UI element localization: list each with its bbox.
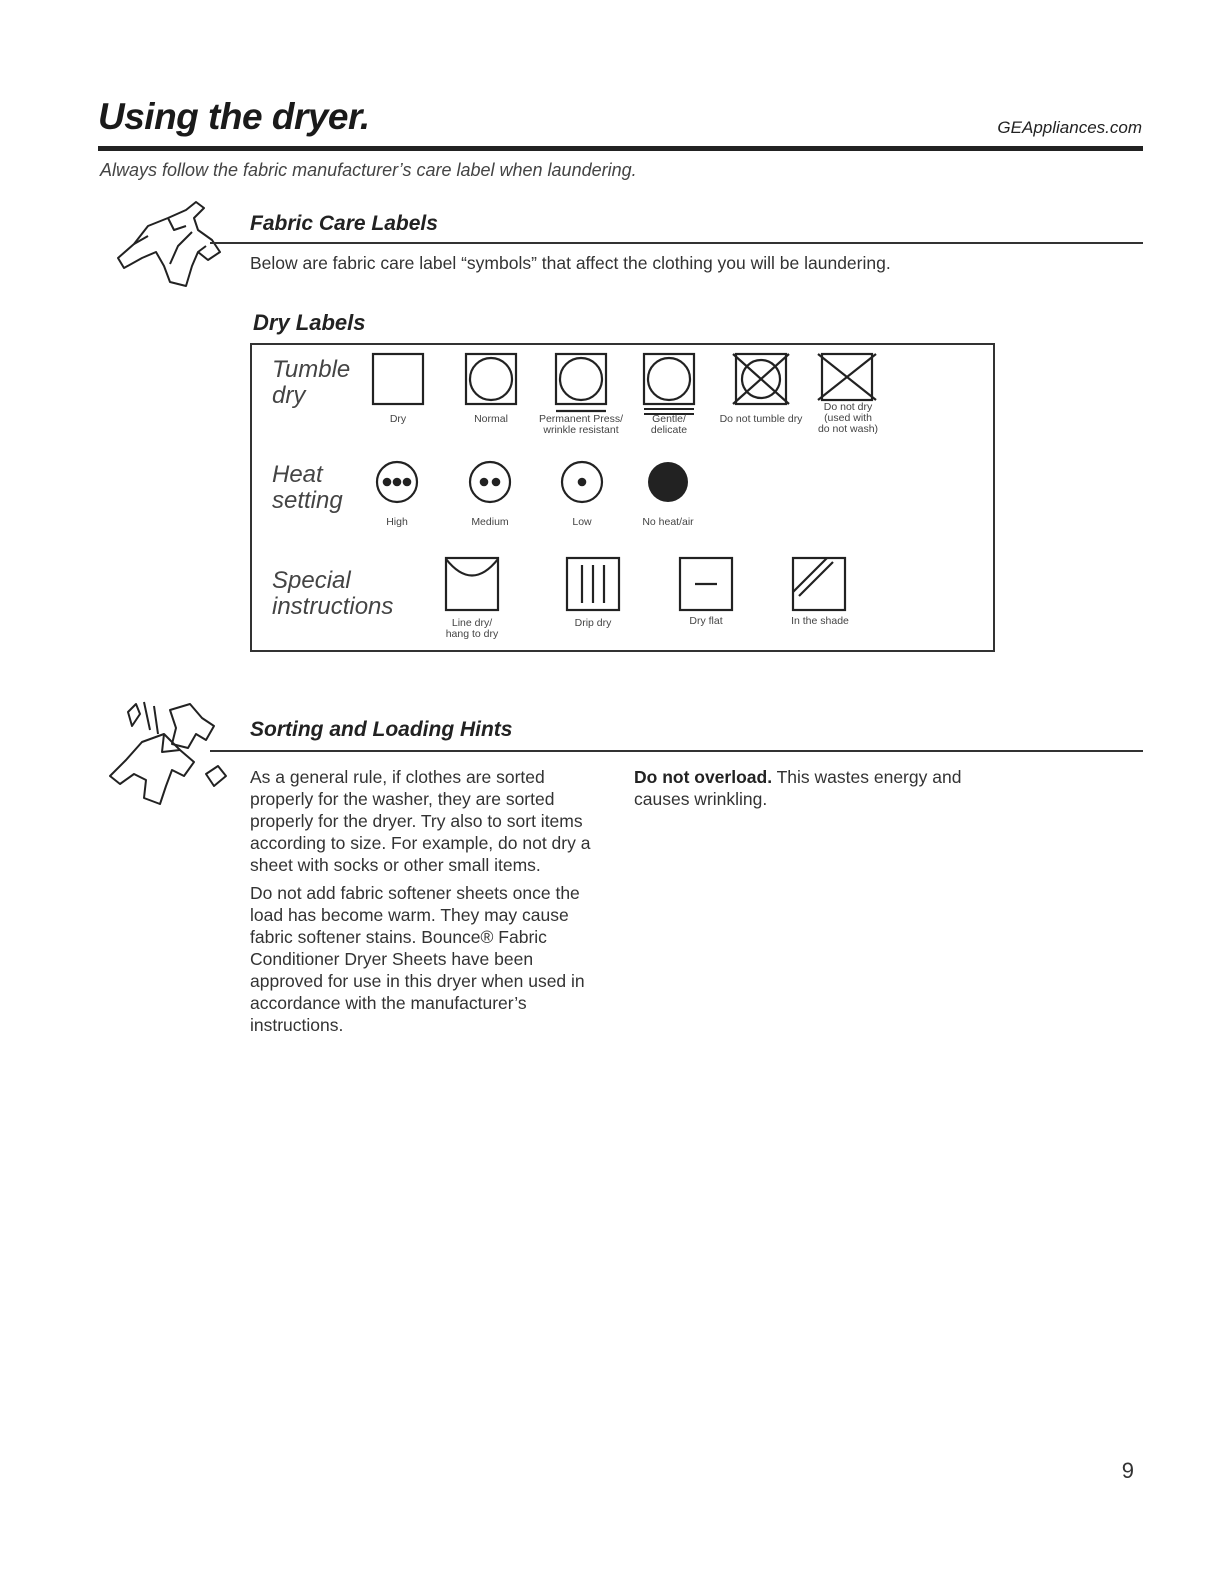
symbol-label: High xyxy=(386,516,408,528)
symbol-label: Low xyxy=(572,516,592,528)
sorting-rule xyxy=(210,750,1143,752)
heat-setting-label: Heat setting xyxy=(272,461,343,514)
clothes-illustration-icon xyxy=(106,700,230,808)
dry-flat-icon xyxy=(678,556,734,612)
fabric-care-rule xyxy=(210,242,1143,244)
page-title: Using the dryer. xyxy=(98,96,370,137)
three-dots-circle-icon xyxy=(374,459,420,505)
fabric-care-intro: Below are fabric care label “symbols” that affect the clothing you will be laundering. xyxy=(250,253,891,273)
sorting-left-column xyxy=(250,766,602,1036)
special-instructions-label: Special instructions xyxy=(272,567,394,620)
tumble-dry-label: Tumble dry xyxy=(272,356,351,409)
circle-in-square-two-bars-icon xyxy=(642,352,696,416)
symbol-label: No heat/air xyxy=(642,516,694,528)
page-number: 9 xyxy=(1121,1458,1134,1483)
symbol-label: In the shade xyxy=(791,615,849,627)
filled-circle-icon xyxy=(645,459,691,505)
in-the-shade-icon xyxy=(791,556,847,612)
symbol-label: Dry xyxy=(389,413,407,425)
header-rule xyxy=(98,146,1143,151)
overload-paragraph xyxy=(634,766,984,810)
sorting-paragraph: As a general rule, if clothes are sorted properly for the washer, they are sorted properly for the dryer. Try also to sort items according to size. For example, do not dry a sheet with socks or other small items. xyxy=(250,767,591,875)
overload-text: This wastes energy and causes wrinkling. xyxy=(634,767,962,809)
page-subtitle: Always follow the fabric manufacturer’s care label when laundering. xyxy=(100,160,637,180)
softener-paragraph: Do not add fabric softener sheets once the load has become warm. They may cause fabric softener stains. Bounce® Fabric Conditioner Dryer Sheets have been approved for use in this dryer when used in accordance with the manufacturer’s instructions. xyxy=(250,883,585,1035)
square-icon xyxy=(371,352,425,406)
symbol-label: Do not tumble dry xyxy=(719,413,803,425)
dry-labels-heading: Dry Labels xyxy=(253,310,366,335)
circle-in-square-icon xyxy=(464,352,518,406)
shirt-illustration-icon xyxy=(108,196,228,296)
website-link[interactable]: GEAppliances.com xyxy=(997,118,1142,137)
symbol-label: Do not dry (used with do not wash) xyxy=(817,401,879,435)
crossed-square-icon xyxy=(816,352,878,402)
symbol-label: Medium xyxy=(471,516,509,528)
two-dots-circle-icon xyxy=(467,459,513,505)
symbol-label: Normal xyxy=(474,413,508,425)
one-dot-circle-icon xyxy=(559,459,605,505)
line-dry-icon xyxy=(444,556,500,612)
circle-in-square-one-bar-icon xyxy=(554,352,608,416)
overload-lead: Do not overload. xyxy=(634,767,773,787)
fabric-care-heading: Fabric Care Labels xyxy=(250,212,438,235)
symbol-label: Dry flat xyxy=(689,615,723,627)
crossed-circle-in-square-icon xyxy=(731,352,791,406)
symbol-label: Permanent Press/ wrinkle resistant xyxy=(538,413,624,436)
sorting-heading: Sorting and Loading Hints xyxy=(250,718,513,741)
drip-dry-icon xyxy=(565,556,621,612)
symbol-label: Drip dry xyxy=(574,617,612,629)
symbol-label: Line dry/ hang to dry xyxy=(445,617,499,640)
symbol-label: Gentle/ delicate xyxy=(650,413,688,436)
